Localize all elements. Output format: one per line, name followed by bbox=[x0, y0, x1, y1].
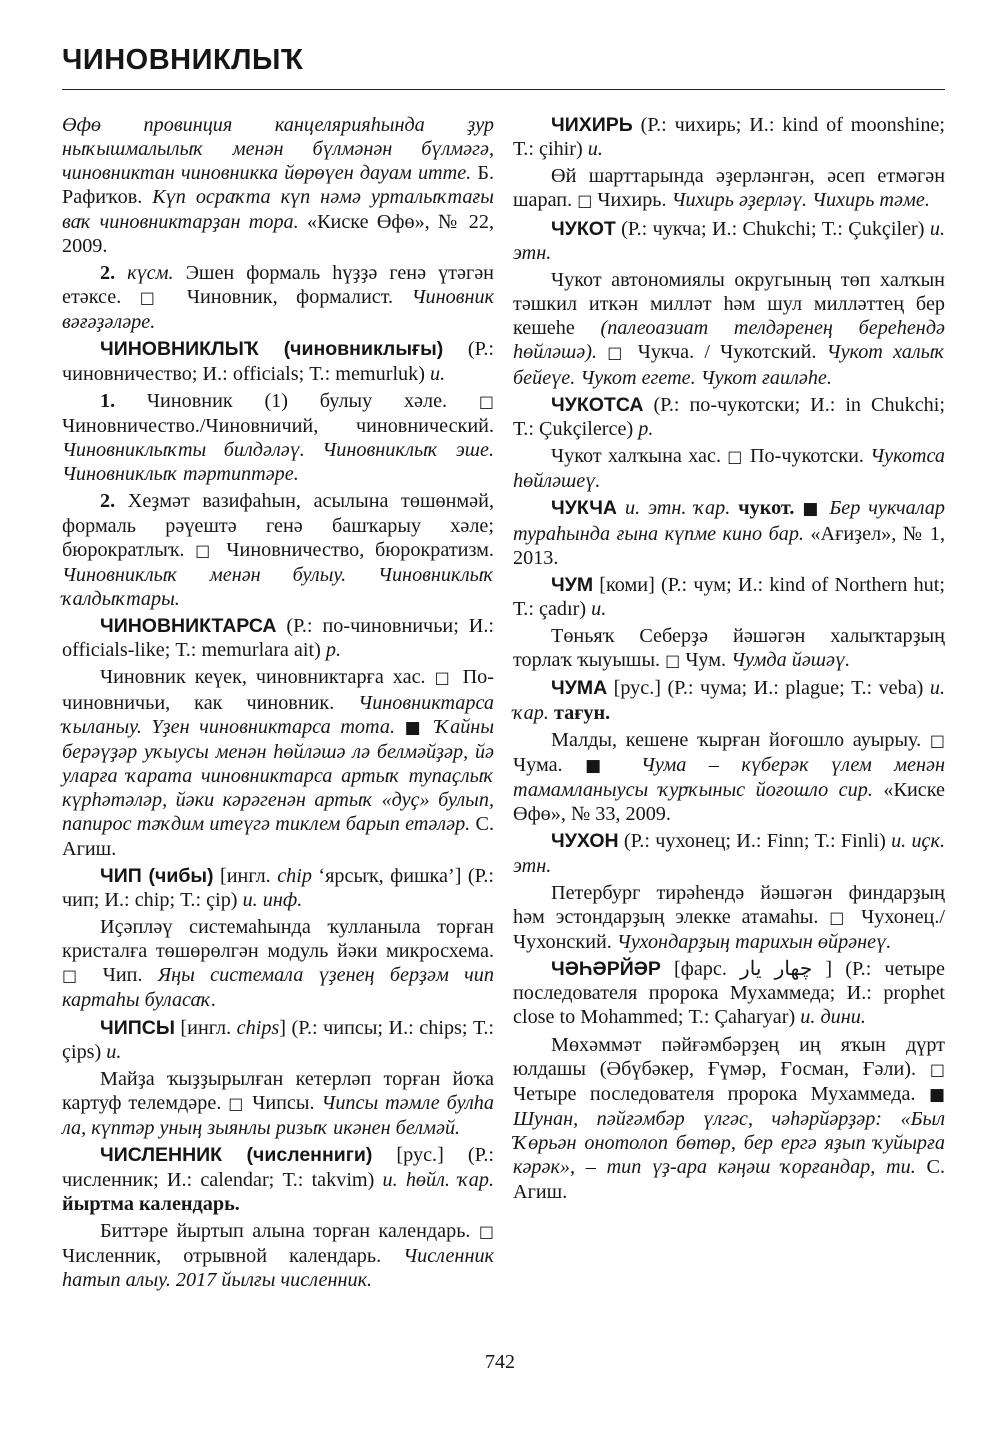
entry-sense: Иҫәпләү системаһында ҡулланыла торған кристалға төшөрөлгән модуль йәки микросхема. □ Чип. Яңы системала үҙенең берҙәм чип картаһы буласаҡ. bbox=[62, 916, 494, 1012]
entry-sense: Петербург тирәһендә йәшәгән финдарҙың һәм эстондарҙың элекке атамаһы. □ Чухонец./ Чухонский. Чухондарҙың тарихын өйрәнеү. bbox=[513, 881, 946, 953]
entry-sense: Төньяҡ Себерҙә йәшәгән халыҡтарҙың торлаҡ ҡыуышы. □ Чум. Чумда йәшәү. bbox=[513, 625, 945, 672]
dictionary-entry-headword: ЧУМ [коми] (Р.: чум; И.: kind of Northern hut; Т.: çadır) и. bbox=[513, 573, 945, 620]
running-head: ЧИНОВНИКЛЫҠ bbox=[62, 44, 304, 76]
page-number: 742 bbox=[485, 1351, 515, 1373]
dictionary-entry-headword: ЧИСЛЕННИК (численниги) [рус.] (Р.: численник; И.: calendar; Т.: takvim) и. һөйл. ҡар. йыртма календарь. bbox=[62, 1144, 494, 1215]
entry-sense: Майҙа ҡыҙҙырылған кетерләп торған йоҡа картуф телемдәре. □ Чипсы. Чипсы тәмле булһа ла, күптәр уның зыянлы ризыҡ икәнен белмәй. bbox=[62, 1067, 494, 1140]
dictionary-entry-headword: ЧИНОВНИКЛЫҠ (чиновниклығы) (Р.: чиновничество; И.: officials; Т.: memurluk) и. bbox=[62, 338, 494, 385]
entry-sense: 2. күсм. Эшен формаль һүҙҙә генә үтәгән етәксе. □ Чиновник, формалист. Чиновник вәғәҙәләре. bbox=[62, 261, 495, 334]
dictionary-entry-headword: ЧУКОТСА (Р.: по-чукотски; И.: in Chukchi; Т.: Çukçilerce) р. bbox=[513, 393, 945, 440]
dictionary-entry-headword: ЧУМА [рус.] (Р.: чума; И.: plague; Т.: veba) и. ҡар. тағун. bbox=[513, 677, 945, 724]
dictionary-entry-headword: ЧУХОН (Р.: чухонец; И.: Finn; Т.: Finli) и. иҫк. этн. bbox=[513, 830, 946, 877]
entry-sense: Чиновник кеүек, чиновниктарға хас. □ По-чиновничьи, как чиновник. Чиновниктарса ҡыланыу. Үҙен чиновниктарса тота. ■ Ҡайны берәүҙәр уҡыусы менән һөйләшә лә белмәйҙәр, йә уларға ҡарата чиновниктарса артыҡ тупаҫлыҡ күрһәтәләр, йәки кәрәгенән артыҡ «дуҫ» булып, папирос тәҡдим итеүгә тиклем барып етәләр. С. Агиш. bbox=[62, 666, 494, 860]
entry-sense: 2. Хеҙмәт вазифаһын, асылына төшөнмәй, формаль рәүештә генә башҡарыу хәле; бюрократлыҡ. □ Чиновничество, бюрократизм. Чиновниклыҡ менән булыу. Чиновниклыҡ ҡалдыҡтары. bbox=[62, 490, 494, 610]
entry-continuation: Өфө провинция канцелярияһында ҙур ныҡышмалылыҡ менән бүлмәнән бүлмәгә, чиновниктан чиновникка йөрөүен дауам итте. Б. Рафиҡов. Күп осраҡта күп нәмә урталыҡтағы ваҡ чиновниктарҙан тора. «Киске Өфө», № 22, 2009. bbox=[62, 114, 494, 257]
dictionary-entry-headword: ЧӘҺӘРЙӘР [фарс. ‏چهار یار‏ ] (Р.: четыре последователя пророка Мухаммеда; И.: prophet close to Mohammed; Т.: Çaharyar) и. дини. bbox=[513, 958, 945, 1029]
entry-sense: 1. Чиновник (1) булыу хәле. □ Чиновничество./Чиновничий, чиновнический. Чиновниклыҡты билдәләү. Чиновниклыҡ эше. Чиновниклыҡ тәртиптәре. bbox=[62, 389, 494, 486]
entry-sense: Чукот автономиялы округының төп халҡын тәшкил иткән милләт һәм шул милләттең бер кешеһе (палеоазиат телдәренең береһендә һөйләшә). □ Чукча. / Чукотский. Чукот халыҡ бейеүе. Чукот егете. Чукот ғаиләһе. bbox=[513, 268, 946, 389]
entry-sense: Өй шарттарында әҙерләнгән, әсеп етмәгән шарап. □ Чихирь. Чихирь әҙерләү. Чихирь тәме. bbox=[513, 165, 945, 212]
right-column bbox=[513, 113, 945, 1207]
dictionary-entry-headword: ЧИП (чибы) [ингл. chip ‘ярсыҡ, фишка’] (Р.: чип; И.: chip; Т.: çip) и. инф. bbox=[62, 864, 494, 911]
entry-sense: Мөхәммәт пәйғәмбәрҙең иң яҡын дүрт юлдашы (Әбүбәкер, Ғүмәр, Ғосман, Ғәли). □ Четыре последователя пророка Мухаммеда. ■ Шунан, пәйғәмбәр үлгәс, чәһәрйәрҙәр: «Был Ҡөрьән онотолоп бөтөр, бер ергә яҙып ҡуйырға кәрәк», – тип үҙ-ара кәңәш ҡорғандар, ти. С. Агиш. bbox=[513, 1033, 945, 1203]
dictionary-entry-headword: ЧИНОВНИКТАРСА (Р.: по-чиновничьи; И.: officials-like; Т.: memurlara ait) р. bbox=[62, 615, 494, 662]
left-column bbox=[62, 113, 494, 1295]
header-rule bbox=[62, 89, 945, 90]
entry-sense: Биттәре йыртып алына торған календарь. □ Численник, отрывной календарь. Численник һатып алыу. 2017 йылғы численник. bbox=[62, 1219, 494, 1292]
dictionary-entry-headword: ЧИХИРЬ (Р.: чихирь; И.: kind of moonshine; Т.: çihir) и. bbox=[513, 114, 945, 161]
entry-sense: Малды, кешене ҡырған йоғошло ауырыу. □ Чума. ■ Чума – күберәк үлем менән тамамланыусы ҡурҡыныс йоғошло сир. «Киске Өфө», № 33, 2009. bbox=[513, 728, 946, 826]
entry-sense: Чукот халҡына хас. □ По-чукотски. Чукотса һөйләшеү. bbox=[513, 445, 945, 493]
dictionary-entry-headword: ЧУКОТ (Р.: чукча; И.: Chukchi; Т.: Çukçiler) и. этн. bbox=[513, 217, 945, 264]
dictionary-entry-headword: ЧИПСЫ [ингл. chips] (Р.: чипсы; И.: chips; Т.: çips) и. bbox=[62, 1016, 494, 1063]
dictionary-entry-headword: ЧУКЧА и. этн. ҡар. чукот. ■ Бер чукчалар тураһында ғына күпме кино бар. «Ағиҙел», № 1, 2013. bbox=[513, 497, 946, 569]
